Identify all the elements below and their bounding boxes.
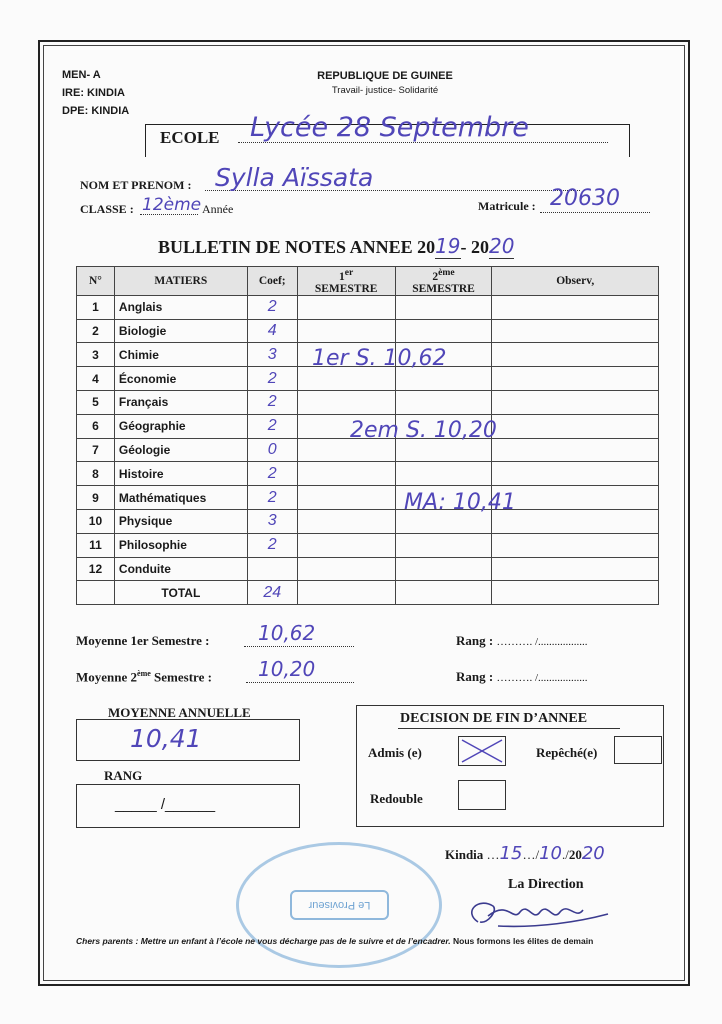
admis-label: Admis (e) bbox=[368, 745, 422, 760]
avg-sem2-sup: ème bbox=[137, 669, 151, 678]
title-prefix: BULLETIN DE NOTES ANNEE 20 bbox=[158, 237, 436, 257]
row-subject: Chimie bbox=[114, 343, 247, 367]
handwritten-sem1-note: 1er S. 10,62 bbox=[312, 346, 447, 371]
row-sem2 bbox=[395, 295, 492, 319]
row-sem2 bbox=[395, 319, 492, 343]
row-observ bbox=[492, 367, 659, 391]
footer-text: Chers parents : Mettre un enfant à l’école ne vous décharge pas de le suivre et de l’encadrer. bbox=[76, 936, 451, 946]
table-row bbox=[77, 295, 659, 319]
men-label: MEN- A bbox=[62, 69, 101, 81]
row-sem2 bbox=[395, 391, 492, 415]
title-sep: - 20 bbox=[460, 237, 490, 257]
row-observ bbox=[492, 486, 659, 510]
col-sem1-num: 1 bbox=[339, 270, 345, 283]
redouble-checkbox[interactable] bbox=[458, 780, 506, 810]
table-row bbox=[77, 462, 659, 486]
avg-sem2-label bbox=[76, 669, 212, 685]
footer-slogan: Nous formons les élites de demain bbox=[452, 936, 594, 946]
signoff-month: 10 bbox=[539, 843, 562, 864]
avg-sem2-label-a: Moyenne 2 bbox=[76, 669, 138, 685]
total-label: TOTAL bbox=[114, 581, 247, 605]
avg-sem1-label: Moyenne 1er Semestre : bbox=[76, 633, 210, 648]
row-observ bbox=[492, 391, 659, 415]
stamp-label: Le Proviseur bbox=[290, 890, 389, 920]
matricule-dotted-line bbox=[540, 212, 650, 213]
row-subject: Français bbox=[114, 391, 247, 415]
row-subject: Philosophie bbox=[114, 533, 247, 557]
admis-checkbox[interactable] bbox=[458, 736, 506, 766]
row-coef bbox=[247, 557, 297, 581]
row-num: 3 bbox=[77, 343, 115, 367]
col-coef: Coef; bbox=[247, 267, 297, 296]
row-sem2 bbox=[395, 462, 492, 486]
row-sem1 bbox=[297, 486, 395, 510]
col-sem2-sup: ème bbox=[438, 267, 455, 278]
student-name: Sylla Aïssata bbox=[215, 163, 374, 192]
republic-title: REPUBLIQUE DE GUINEE bbox=[317, 70, 453, 82]
row-subject: Histoire bbox=[114, 462, 247, 486]
row-coef: 2 bbox=[247, 367, 297, 391]
rang-sem2-blank: ………. /.................. bbox=[496, 672, 588, 684]
annual-avg-label: MOYENNE ANNUELLE bbox=[108, 705, 251, 720]
title-year2: 20 bbox=[489, 234, 515, 258]
rang-sem2-label bbox=[456, 669, 588, 685]
row-coef: 2 bbox=[247, 414, 297, 438]
row-num: 2 bbox=[77, 319, 115, 343]
decision-title: DECISION DE FIN D’ANNEE bbox=[400, 711, 588, 726]
handwritten-annual-note: MA: 10,41 bbox=[404, 490, 516, 515]
class-dotted-line bbox=[140, 214, 198, 215]
rang-sem1-label bbox=[456, 633, 588, 649]
row-coef: 0 bbox=[247, 438, 297, 462]
row-sem1 bbox=[297, 462, 395, 486]
avg-sem1-value: 10,62 bbox=[258, 621, 316, 645]
total-coef: 24 bbox=[247, 581, 297, 605]
row-coef: 3 bbox=[247, 510, 297, 534]
row-coef: 2 bbox=[247, 295, 297, 319]
ire-label: IRE: KINDIA bbox=[62, 87, 125, 99]
row-subject: Conduite bbox=[114, 557, 247, 581]
row-observ bbox=[492, 510, 659, 534]
row-subject: Mathématiques bbox=[114, 486, 247, 510]
total-sem2 bbox=[395, 581, 492, 605]
total-num bbox=[77, 581, 115, 605]
table-row bbox=[77, 391, 659, 415]
row-num: 12 bbox=[77, 557, 115, 581]
col-subject: MATIERS bbox=[114, 267, 247, 296]
republic-motto: Travail- justice- Solidarité bbox=[331, 85, 439, 96]
col-sem1-label: SEMESTRE bbox=[314, 282, 378, 295]
title-year1: 19 bbox=[435, 234, 461, 258]
dpe-label: DPE: KINDIA bbox=[62, 105, 130, 117]
annual-avg-value: 10,41 bbox=[130, 724, 202, 753]
signoff-year: 20 bbox=[581, 843, 605, 864]
signoff-date: Kindia …15…/10./2020 bbox=[445, 843, 605, 864]
row-coef: 3 bbox=[247, 343, 297, 367]
col-sem2-label: SEMESTRE bbox=[412, 282, 475, 295]
repeche-label: Repêché(e) bbox=[536, 745, 598, 760]
row-num: 7 bbox=[77, 438, 115, 462]
total-sem1 bbox=[297, 581, 395, 605]
row-coef: 2 bbox=[247, 391, 297, 415]
col-sem2 bbox=[395, 267, 492, 296]
row-subject: Biologie bbox=[114, 319, 247, 343]
row-num: 9 bbox=[77, 486, 115, 510]
col-sem1-sup: er bbox=[344, 267, 354, 278]
row-num: 1 bbox=[77, 295, 115, 319]
row-observ bbox=[492, 438, 659, 462]
signoff-day: 15 bbox=[499, 843, 523, 864]
row-coef: 2 bbox=[247, 462, 297, 486]
row-num: 11 bbox=[77, 533, 115, 557]
row-observ bbox=[492, 462, 659, 486]
table-row bbox=[77, 486, 659, 510]
row-sem1 bbox=[297, 319, 395, 343]
row-subject: Anglais bbox=[114, 295, 247, 319]
matricule-value: 20630 bbox=[550, 186, 620, 211]
row-observ bbox=[492, 533, 659, 557]
row-sem2 bbox=[395, 533, 492, 557]
row-coef: 2 bbox=[247, 486, 297, 510]
decision-title-underline bbox=[398, 728, 620, 729]
ministry-header bbox=[62, 66, 129, 120]
table-row bbox=[77, 510, 659, 534]
col-sem2-num: 2 bbox=[432, 270, 439, 283]
rang-sem2-text: Rang : bbox=[456, 669, 494, 684]
rang-box-blank: _____ /______ bbox=[115, 796, 216, 813]
row-coef: 2 bbox=[247, 533, 297, 557]
direction-label: La Direction bbox=[508, 877, 584, 892]
signoff-place: Kindia bbox=[445, 847, 484, 862]
avg-sem2-dotted-line bbox=[246, 682, 354, 683]
row-subject: Géographie bbox=[114, 414, 247, 438]
repeche-checkbox[interactable] bbox=[614, 736, 662, 764]
footer-note bbox=[76, 936, 593, 946]
signoff-year-prefix: 20 bbox=[568, 847, 582, 862]
rang-title: RANG bbox=[104, 768, 143, 783]
row-subject: Physique bbox=[114, 510, 247, 534]
avg-sem2-label-b: Semestre : bbox=[150, 669, 212, 685]
avg-sem1-dotted-line bbox=[244, 646, 354, 647]
table-row bbox=[77, 533, 659, 557]
col-observ: Observ, bbox=[492, 267, 659, 296]
republic-header bbox=[300, 70, 470, 96]
redouble-label: Redouble bbox=[370, 791, 423, 806]
row-observ bbox=[492, 295, 659, 319]
row-sem1 bbox=[297, 533, 395, 557]
table-row bbox=[77, 557, 659, 581]
row-num: 4 bbox=[77, 367, 115, 391]
handwritten-sem2-note: 2em S. 10,20 bbox=[350, 418, 497, 443]
row-num: 6 bbox=[77, 414, 115, 438]
table-total-row bbox=[77, 581, 659, 605]
matricule-label: Matricule : bbox=[478, 199, 536, 213]
row-sem1 bbox=[297, 557, 395, 581]
col-num: N° bbox=[77, 267, 115, 296]
table-row bbox=[77, 319, 659, 343]
avg-sem2-value: 10,20 bbox=[258, 657, 316, 681]
report-title bbox=[158, 234, 514, 258]
row-coef: 4 bbox=[247, 319, 297, 343]
row-sem1 bbox=[297, 295, 395, 319]
col-sem1 bbox=[297, 267, 395, 296]
total-observ bbox=[492, 581, 659, 605]
row-observ bbox=[492, 414, 659, 438]
rang-sem1-blank: ………. /.................. bbox=[496, 636, 588, 648]
admis-check-mark-icon bbox=[459, 737, 505, 765]
row-observ bbox=[492, 319, 659, 343]
row-subject: Économie bbox=[114, 367, 247, 391]
school-name: Lycée 28 Septembre bbox=[250, 112, 529, 143]
name-label: NOM ET PRENOM : bbox=[80, 178, 192, 192]
class-value: 12ème bbox=[142, 195, 202, 215]
row-sem2 bbox=[395, 557, 492, 581]
grades-header-row bbox=[77, 267, 659, 296]
row-num: 10 bbox=[77, 510, 115, 534]
row-sem1 bbox=[297, 391, 395, 415]
row-observ bbox=[492, 557, 659, 581]
row-sem1 bbox=[297, 510, 395, 534]
school-label: ECOLE bbox=[160, 128, 220, 147]
row-subject: Géologie bbox=[114, 438, 247, 462]
row-num: 8 bbox=[77, 462, 115, 486]
signature-icon bbox=[458, 892, 618, 936]
row-observ bbox=[492, 343, 659, 367]
class-label: CLASSE : bbox=[80, 202, 134, 216]
class-suffix: Année bbox=[202, 202, 234, 216]
rang-sem1-text: Rang : bbox=[456, 633, 494, 648]
row-num: 5 bbox=[77, 391, 115, 415]
